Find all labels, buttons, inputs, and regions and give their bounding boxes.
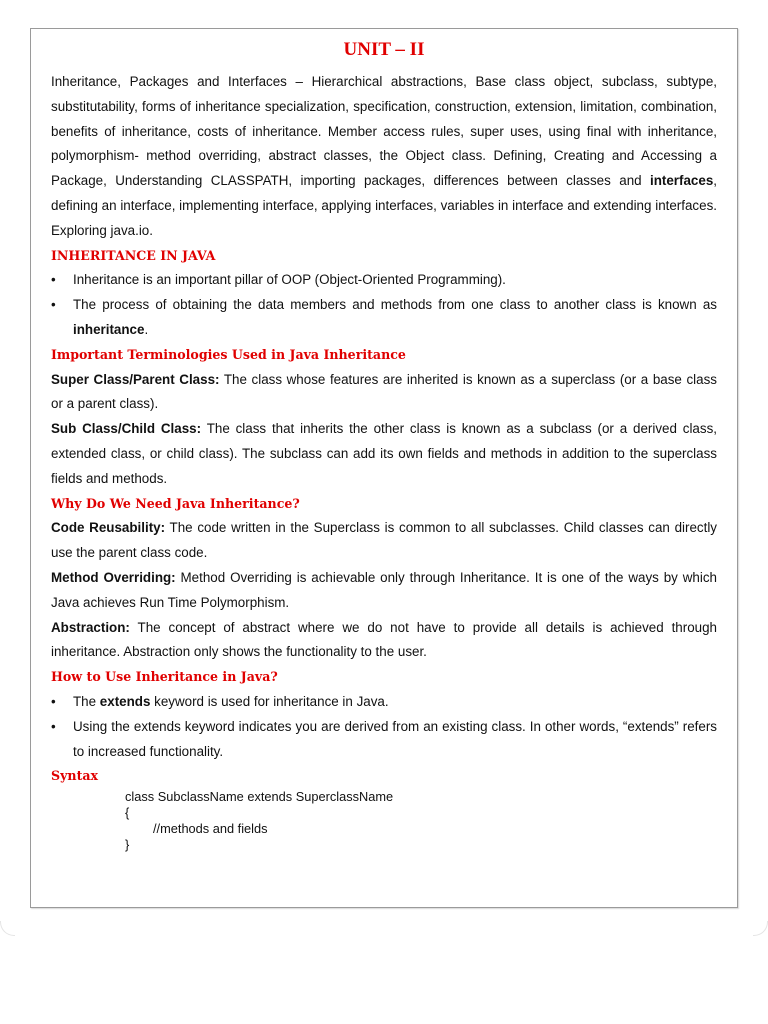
term-label: Method Overriding:	[51, 569, 176, 585]
code-reusability-paragraph	[51, 516, 717, 566]
code-line: //methods and fields	[153, 821, 268, 837]
term-text: The concept of abstract where we do not have to provide all details is achieved through inheritance. Abstraction only shows the functionality to the user.	[51, 619, 717, 660]
intro-bold: interfaces	[650, 173, 714, 189]
bullet-icon: •	[51, 272, 56, 288]
list-item	[51, 715, 717, 765]
page-curl-left	[0, 921, 15, 936]
bullet-bold: extends	[99, 693, 151, 709]
list-item	[51, 268, 717, 293]
bullet-text: The	[73, 693, 100, 709]
term-text: The code written in the Superclass is common to all subclasses. Child classes can directly use the parent class code.	[51, 520, 717, 561]
term-text: The class whose features are inherited is known as a superclass (or a base class or a parent class).	[51, 371, 717, 412]
inheritance-bullets	[51, 268, 717, 342]
term-label: Abstraction:	[51, 619, 130, 635]
term-text: The class that inherits the other class is known as a subclass (or a derived class, extended class, or child class). The subclass can add its own fields and methods in addition to the superclass fields and methods.	[51, 421, 717, 486]
list-item	[51, 690, 717, 715]
section-heading-why: Why Do We Need Java Inheritance?	[51, 495, 300, 511]
bullet-text-end: keyword is used for inheritance in Java.	[150, 693, 389, 709]
bullet-icon: •	[51, 693, 56, 709]
intro-text-1: Inheritance, Packages and Interfaces – Hierarchical abstractions, Base class object, subclass, subtype, substitutability, forms of inheritance specialization, specification, construction, extension, limitation, combination, benefits of inheritance, costs of inheritance. Member access rules, super uses, using final with inheritance, polymorphism- method overriding, abstract classes, the Object class. Defining, Creating and Accessing a Package, Understanding CLASSPATH, importing packages, differences between classes and	[51, 74, 717, 189]
bullet-icon: •	[51, 718, 56, 734]
bullet-text: Using the extends keyword indicates you are derived from an existing class. In other words, “extends” refers to increased functionality.	[73, 718, 717, 759]
code-line: {	[125, 805, 130, 821]
subclass-definition	[51, 417, 717, 491]
section-heading-syntax: Syntax	[51, 768, 99, 784]
code-line: }	[125, 837, 130, 853]
code-line: class SubclassName extends SuperclassName	[125, 789, 394, 805]
document-content	[51, 38, 717, 853]
intro-text-2: , defining an interface, implementing interface, applying interfaces, variables in interface and extending interfaces. Exploring java.io.	[51, 173, 717, 238]
method-overriding-paragraph	[51, 566, 717, 616]
section-heading-terminologies: Important Terminologies Used in Java Inheritance	[51, 346, 406, 362]
bullet-text: Inheritance is an important pillar of OOP (Object-Oriented Programming).	[73, 272, 506, 288]
section-heading-inheritance: INHERITANCE IN JAVA	[51, 247, 216, 263]
term-text: Method Overriding is achievable only through Inheritance. It is one of the ways by which Java achieves Run Time Polymorphism.	[51, 569, 717, 610]
how-bullets	[51, 690, 717, 764]
superclass-definition	[51, 368, 717, 418]
abstraction-paragraph	[51, 616, 717, 666]
list-item	[51, 293, 717, 343]
term-label: Super Class/Parent Class:	[51, 371, 220, 387]
bullet-bold: inheritance	[73, 321, 145, 337]
term-label: Sub Class/Child Class:	[51, 421, 202, 437]
code-block	[51, 789, 717, 853]
section-heading-how: How to Use Inheritance in Java?	[51, 669, 278, 685]
intro-paragraph	[51, 70, 717, 244]
term-label: Code Reusability:	[51, 520, 166, 536]
bullet-text: The process of obtaining the data members and methods from one class to another class is known as	[73, 297, 717, 313]
bullet-text-end: .	[144, 321, 149, 337]
page-title: UNIT – II	[343, 39, 425, 60]
bullet-icon: •	[51, 297, 56, 313]
page-curl-right	[753, 921, 768, 936]
